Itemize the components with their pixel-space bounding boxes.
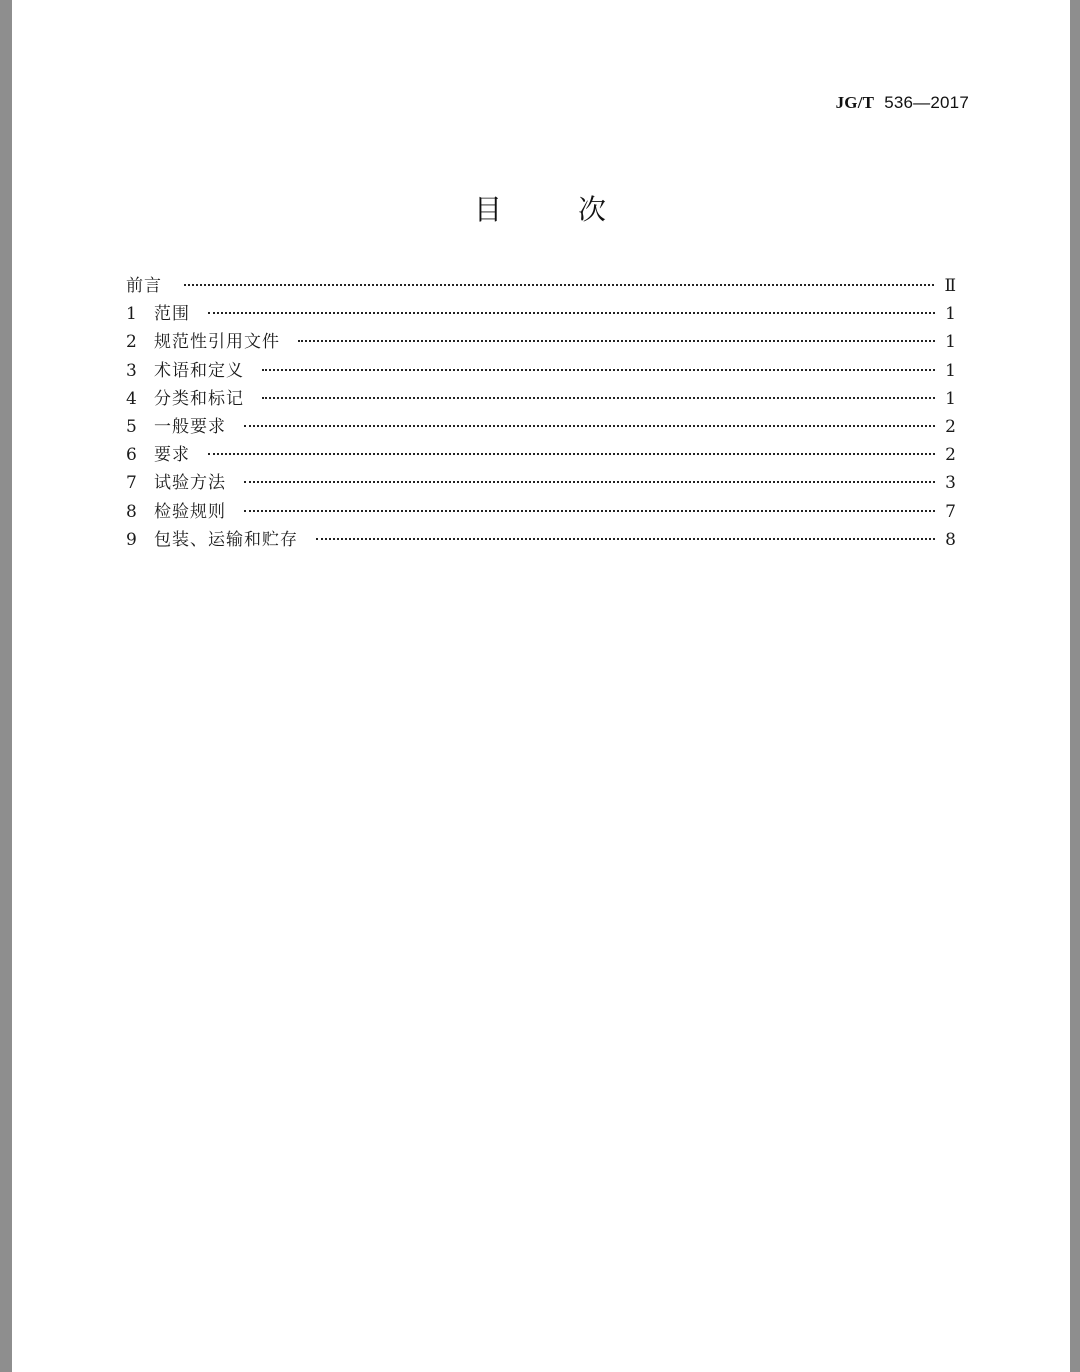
toc-entry-page: 3 <box>945 473 956 494</box>
toc-leader-dots <box>298 339 935 342</box>
toc-entry-label: 规范性引用文件 <box>154 332 280 353</box>
toc-leader-dots <box>244 480 935 483</box>
toc-entry-number: 6 <box>126 445 137 466</box>
table-of-contents <box>126 271 956 553</box>
toc-entry-3[interactable] <box>126 356 956 384</box>
toc-leader-dots <box>184 283 934 286</box>
toc-entry-page: 1 <box>945 388 956 409</box>
toc-entry-number: 4 <box>126 388 137 409</box>
toc-entry-number: 1 <box>126 304 137 325</box>
toc-entry-7[interactable] <box>126 468 956 496</box>
toc-entry-page: 7 <box>945 501 956 522</box>
toc-entry-page: 1 <box>945 332 956 353</box>
toc-leader-dots <box>316 537 935 540</box>
toc-entry-label: 要求 <box>154 445 190 466</box>
toc-leader-dots <box>208 311 935 314</box>
toc-leader-dots <box>262 368 935 371</box>
standard-number: 536—2017 <box>884 93 969 112</box>
toc-entry-9[interactable] <box>126 525 956 553</box>
toc-entry-label: 前言 <box>126 276 162 296</box>
toc-entry-label: 分类和标记 <box>154 388 244 409</box>
toc-leader-dots <box>244 509 935 512</box>
toc-entry-8[interactable] <box>126 497 956 525</box>
toc-entry-foreword[interactable] <box>126 271 956 299</box>
toc-entry-number: 8 <box>126 501 137 522</box>
standard-prefix: JG/T <box>835 93 875 112</box>
toc-entry-label: 一般要求 <box>154 416 226 437</box>
standard-code <box>836 93 969 113</box>
toc-entry-page: 2 <box>945 416 956 437</box>
toc-entry-label: 包装、运输和贮存 <box>154 529 298 550</box>
toc-entry-1[interactable] <box>126 299 956 327</box>
toc-entry-page: Ⅱ <box>944 276 956 296</box>
toc-entry-label: 试验方法 <box>154 473 226 494</box>
toc-entry-number: 2 <box>126 332 137 353</box>
toc-leader-dots <box>244 424 935 427</box>
toc-entry-label: 术语和定义 <box>154 360 244 381</box>
toc-entry-page: 2 <box>945 445 956 466</box>
toc-entry-number: 5 <box>126 416 137 437</box>
toc-entry-page: 1 <box>945 304 956 325</box>
toc-entry-5[interactable] <box>126 412 956 440</box>
toc-leader-dots <box>262 396 935 399</box>
toc-entry-label: 检验规则 <box>154 501 226 522</box>
toc-entry-label: 范围 <box>154 304 190 325</box>
toc-entry-number: 3 <box>126 360 137 381</box>
toc-entry-2[interactable] <box>126 327 956 355</box>
toc-leader-dots <box>208 452 935 455</box>
toc-entry-page: 8 <box>945 529 956 550</box>
page-title: 目 次 <box>473 193 630 226</box>
toc-entry-6[interactable] <box>126 440 956 468</box>
toc-entry-4[interactable] <box>126 384 956 412</box>
toc-entry-page: 1 <box>945 360 956 381</box>
toc-entry-number: 9 <box>126 529 137 550</box>
toc-entry-number: 7 <box>126 473 137 494</box>
